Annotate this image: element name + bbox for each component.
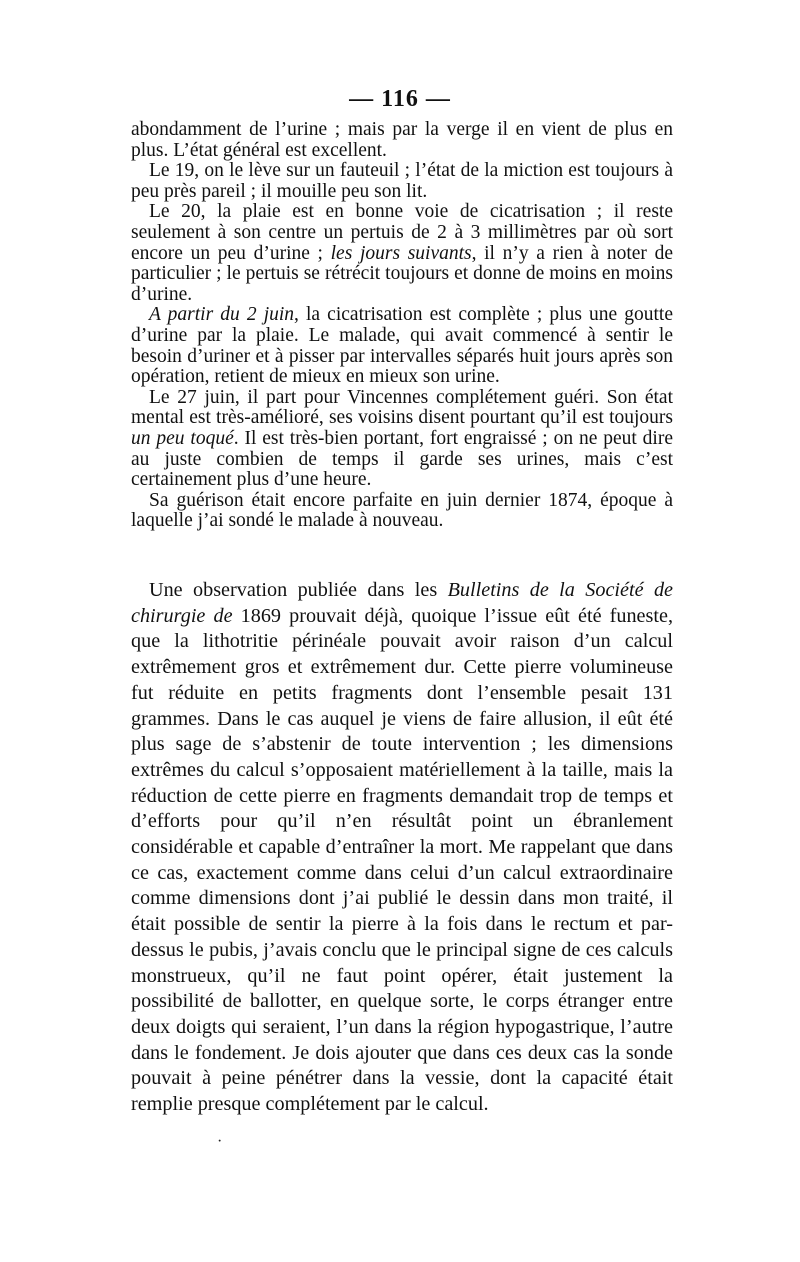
paragraph xyxy=(131,578,673,1118)
paragraph xyxy=(131,161,673,202)
paragraph-text: Le 19, on le lève sur un fauteuil ; l’état de la miction est toujours à peu près pareil ; il mouille peu son lit. xyxy=(131,160,673,202)
paragraph-text: 1869 prouvait déjà, quoique l’issue eût été funeste, que la lithotritie périnéale pouvait avoir raison d’un calcul extrêmement gros et extrêmement dur. Cette pierre volumineuse fut réduite en petits fragments dont l’ensemble pesait 131 grammes. Dans le cas auquel je viens de faire allusion, il eût été plus sage de s’abstenir de toute intervention ; les dimensions extrêmes du calcul s’opposaient matériellement à la taille, mais la réduction de cette pierre en fragments demandait trop de temps et d’efforts pour qu’il n’en résultât point un ébranlement considérable et capable d’entraîner la mort. Me rappelant que dans ce cas, exactement comme dans celui d’un calcul extraordinaire comme dimensions dont j’ai publié le dessin dans mon traité, il était possible de sentir la pierre à la fois dans le rectum et par-dessus le pubis, j’avais conclu que le principal signe de ces calculs monstrueux, qu’il ne faut point opérer, était justement la possibilité de ballotter, en quelque sorte, le corps étranger entre deux doigts qui seraient, l’un dans la région hypogastrique, l’autre dans le fondement. Je dois ajouter que dans ces deux cas la sonde pouvait à peine pénétrer dans la vessie, dont la capacité était remplie presque complétement par le calcul. xyxy=(131,604,673,1116)
paragraph-text: abondamment de l’urine ; mais par la verge il en vient de plus en plus. L’état général est excellent. xyxy=(131,119,673,161)
ink-speck: · xyxy=(217,1133,223,1150)
paragraph-text: , la cicatrisation est complète ; plus une goutte d’urine par la plaie. Le malade, qui avait commencé à sentir le besoin d’uriner et à pisser par intervalles séparés huit jours après son opération, retient de mieux en mieux son urine. xyxy=(131,304,673,388)
paragraph xyxy=(131,491,673,532)
italic-phrase: les jours suivants xyxy=(330,242,472,264)
paragraph xyxy=(131,202,673,305)
paragraph-text: . Il est très-bien portant, fort engraissé ; on ne peut dire au juste combien de temps il garde ses urines, mais c’est certainement plus d’une heure. xyxy=(131,427,673,491)
italic-phrase: A partir du 2 juin xyxy=(149,304,295,326)
italic-phrase: Bulletins de la Société de chirurgie de xyxy=(131,579,673,627)
paragraph-text: Le 27 juin, il part pour Vincennes complétement guéri. Son état mental est très-amélioré, ses voisins disent pourtant qu’il est toujours xyxy=(131,386,673,429)
paragraph-text: Une observation publiée dans les xyxy=(149,579,448,601)
paragraph-text: Sa guérison était encore parfaite en juin dernier 1874, époque à laquelle j’ai sondé le malade à nouveau. xyxy=(131,489,673,532)
italic-phrase: un peu toqué xyxy=(131,427,234,449)
observation-text xyxy=(131,120,673,532)
page-number: — 116 — xyxy=(349,86,451,112)
paragraph xyxy=(131,388,673,491)
paragraph-text: Le 20, la plaie est en bonne voie de cicatrisation ; il reste seulement à son centre un pertuis de 2 à 3 millimètres par où sort encore un peu d’urine ; xyxy=(131,201,673,264)
paragraph-text: , il n’y a rien à noter de particulier ; le pertuis se rétrécit toujours et donne de moins en moins d’urine. xyxy=(131,242,673,305)
paragraph xyxy=(131,305,673,387)
footnote-text xyxy=(131,578,673,1118)
paragraph xyxy=(131,120,673,161)
